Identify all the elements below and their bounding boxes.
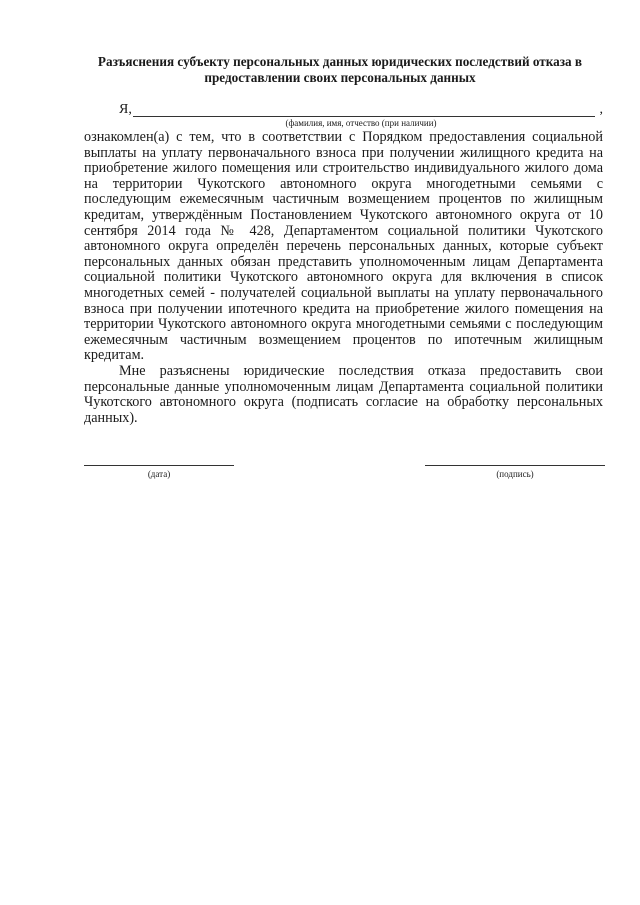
fio-caption: (фамилия, имя, отчество (при наличии) bbox=[285, 118, 437, 128]
body-text bbox=[84, 130, 603, 426]
signature-caption: (подпись) bbox=[496, 469, 534, 479]
paragraph-consequences: Мне разъяснены юридические последствия отказа предоставить свои персональные данные уполномоченным лицам Департамента социальной политики Чукотского автономного округа (подписать согласие на обработку персональных данных). bbox=[84, 362, 603, 426]
document-title: Разъяснения субъекту персональных данных юридических последствий отказа в предоставлении своих персональных данных bbox=[97, 54, 583, 85]
fio-comma: , bbox=[599, 102, 603, 117]
date-caption: (дата) bbox=[147, 469, 171, 479]
paragraph-acknowledgement: ознакомлен(а) с тем, что в соответствии с Порядком предоставления социальной выплаты на уплату первоначального взноса при получении жилищного кредита на приобретение жилого помещения или строительство индивидуального жилого дома на территории Чукотского автономного округа многодетными семьями с последующим ежемесячным частичным возмещением процентов по жилищным кредитам, утверждённым Постановлением Чукотского автономного округа от 10 сентября 2014 года № 428, Департаментом социальной политики Чукотского автономного округа определён перечень персональных данных, которые субъект персональных данных обязан представить уполномоченным лицам Департамента социальной политики Чукотского автономного округа для включения в список многодетных семей - получателей социальной выплаты на уплату первоначального взноса при получении ипотечного кредита на приобретение жилого помещения на территории Чукотского автономного округа многодетными семьями с последующим ежемесячным частичным возмещением процентов по ипотечным жилищным кредитам. bbox=[84, 129, 603, 364]
fio-blank bbox=[133, 116, 595, 117]
fio-line bbox=[119, 102, 603, 118]
ya-label: Я, bbox=[119, 102, 132, 117]
signature-blank bbox=[425, 465, 605, 466]
date-blank bbox=[84, 465, 234, 466]
